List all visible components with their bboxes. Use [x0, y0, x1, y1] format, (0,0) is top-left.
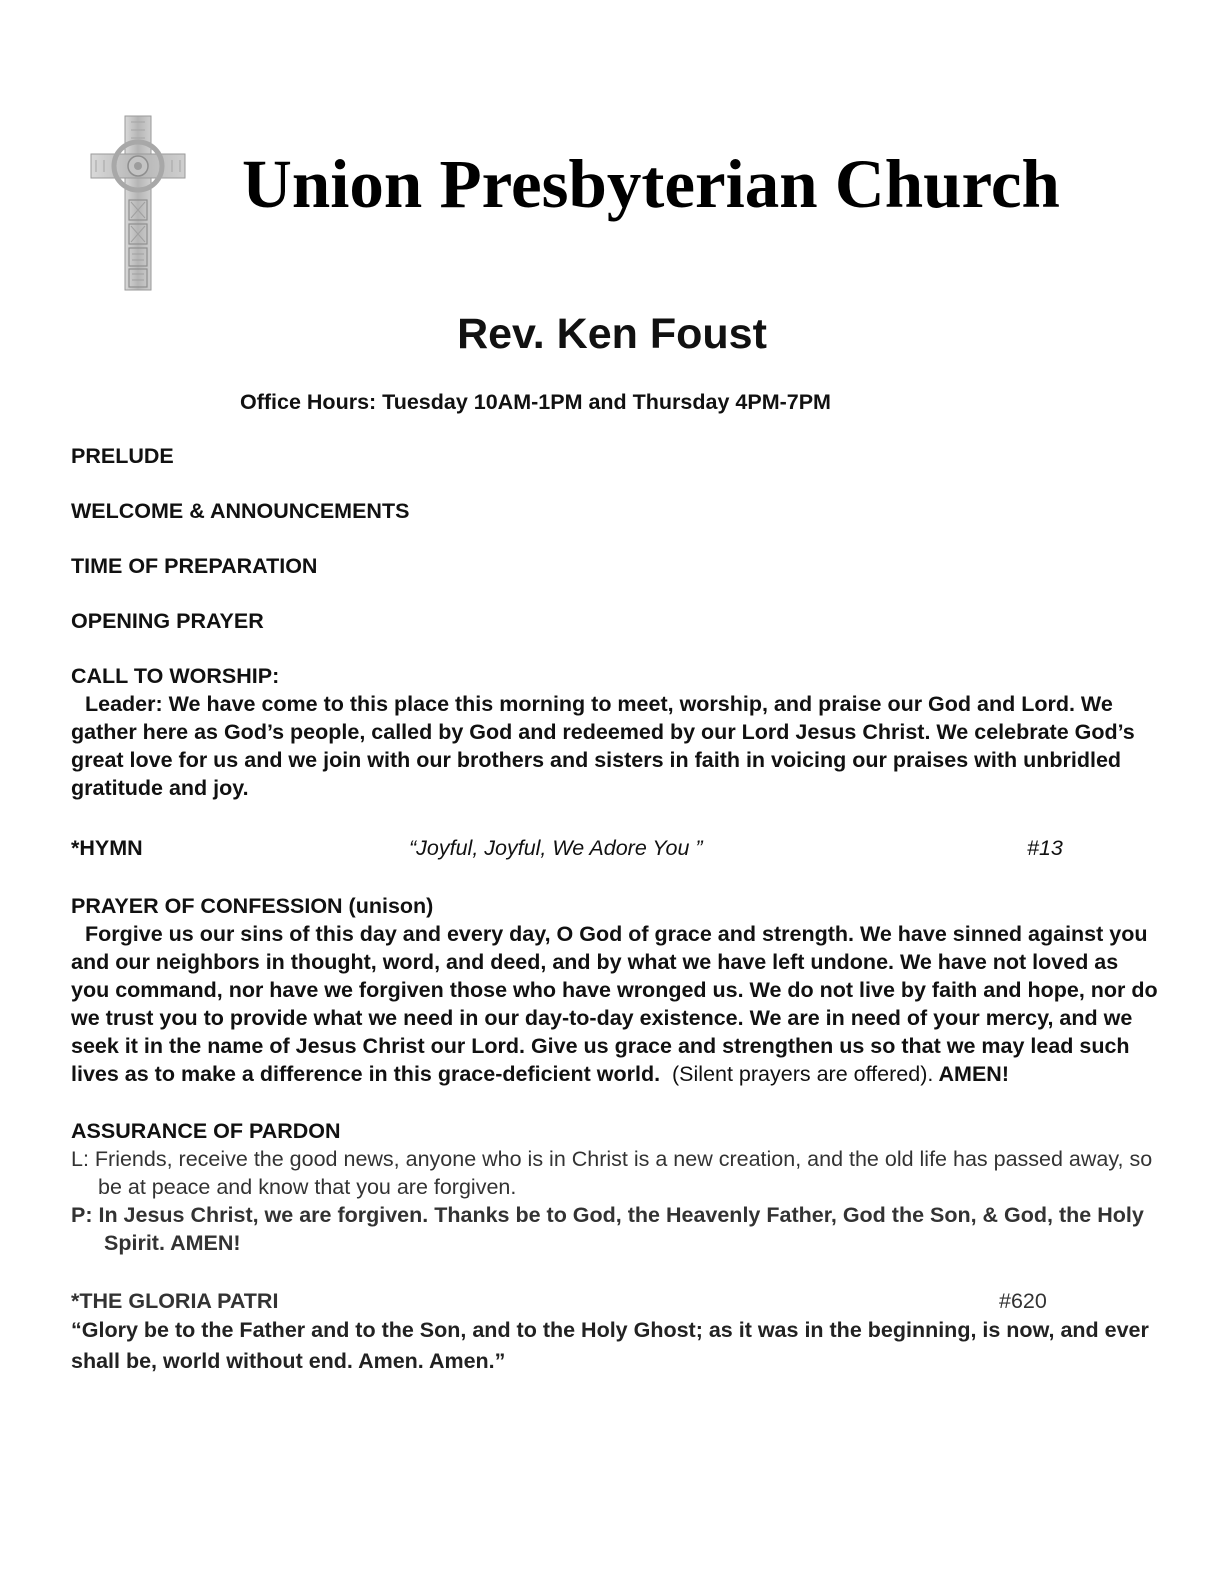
hymn-number: #13 [1027, 836, 1063, 860]
church-name: Union Presbyterian Church [242, 146, 1060, 222]
pardon-leader: L: Friends, receive the good news, anyone who is in Christ is a new creation, and the old life has passed away, so be at peace and know that you are forgiven. [71, 1147, 1153, 1199]
pardon-heading: ASSURANCE OF PARDON [71, 1119, 341, 1143]
confession-amen: AMEN! [938, 1062, 1009, 1086]
gloria-number: #620 [999, 1289, 1047, 1313]
confession-text [71, 920, 1161, 1088]
hymn-title: “Joyful, Joyful, We Adore You ” [409, 836, 703, 860]
confession-heading: PRAYER OF CONFESSION (unison) [71, 894, 434, 918]
gloria-label: *THE GLORIA PATRI [71, 1289, 279, 1313]
welcome-heading: WELCOME & ANNOUNCEMENTS [71, 499, 410, 523]
office-hours: Office Hours: Tuesday 10AM-1PM and Thursday 4PM-7PM [240, 390, 831, 414]
prelude-heading: PRELUDE [71, 444, 174, 468]
gloria-row [71, 1287, 1161, 1315]
gloria-text: “Glory be to the Father and to the Son, and to the Holy Ghost; as it was in the beginning, is now, and ever shall be, world without end. Amen. Amen.” [71, 1318, 1149, 1373]
opening-prayer-heading: OPENING PRAYER [71, 609, 264, 633]
celtic-cross-icon [88, 114, 188, 294]
hymn-label: *HYMN [71, 836, 143, 860]
call-to-worship-heading: CALL TO WORSHIP: [71, 664, 280, 688]
silent-prayer-note: (Silent prayers are offered). [672, 1062, 934, 1086]
confession-body: Forgive us our sins of this day and every day, O God of grace and strength. We have sinned against you and our neighbors in thought, word, and deed, and by what we have left undone. We have not loved as you command, nor have we forgiven those who have wronged us. We do not live by faith and hope, nor do we trust you to provide what we need in our day-to-day existence. We are in need of your mercy, and we seek it in the name of Jesus Christ our Lord. Give us grace and strengthen us so that we may lead such lives as to make a difference in this grace-deficient world. [71, 922, 1158, 1086]
pardon-people: P: In Jesus Christ, we are forgiven. Thanks be to God, the Heavenly Father, God the Son, & God, the Holy Spirit. AMEN! [71, 1203, 1144, 1255]
hymn-row [71, 834, 1161, 862]
preparation-heading: TIME OF PREPARATION [71, 554, 318, 578]
call-to-worship-text: Leader: We have come to this place this morning to meet, worship, and praise our God and Lord. We gather here as God’s people, called by God and redeemed by our Lord Jesus Christ. We celebrate God’s great love for us and we join with our brothers and sisters in faith in voicing our praises with unbridled gratitude and joy. [71, 692, 1135, 800]
order-of-worship [71, 442, 1161, 1377]
pastor-name: Rev. Ken Foust [457, 310, 767, 358]
